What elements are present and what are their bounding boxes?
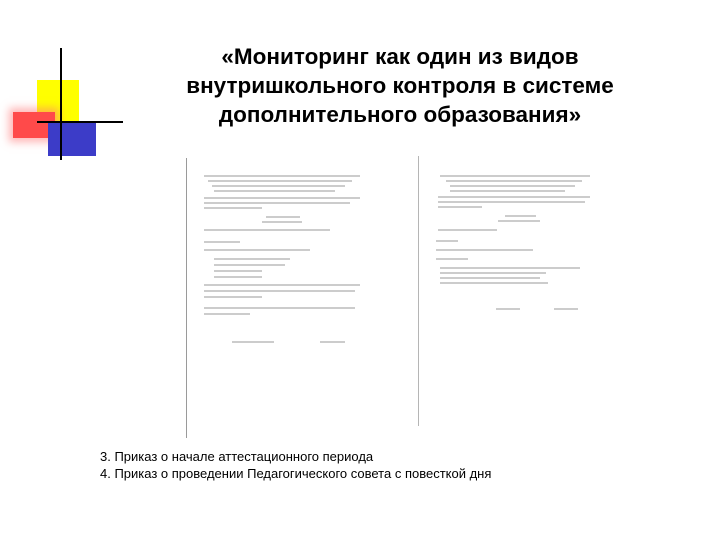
caption-council-order: 4. Приказ о проведении Педагогического совета с повесткой дня bbox=[100, 466, 492, 481]
caption-attestation-order: 3. Приказ о начале аттестационного периода bbox=[100, 449, 374, 464]
slide-title: «Мониторинг как один из видов внутришкольного контроля в системе дополнительного образования» bbox=[186, 44, 614, 127]
